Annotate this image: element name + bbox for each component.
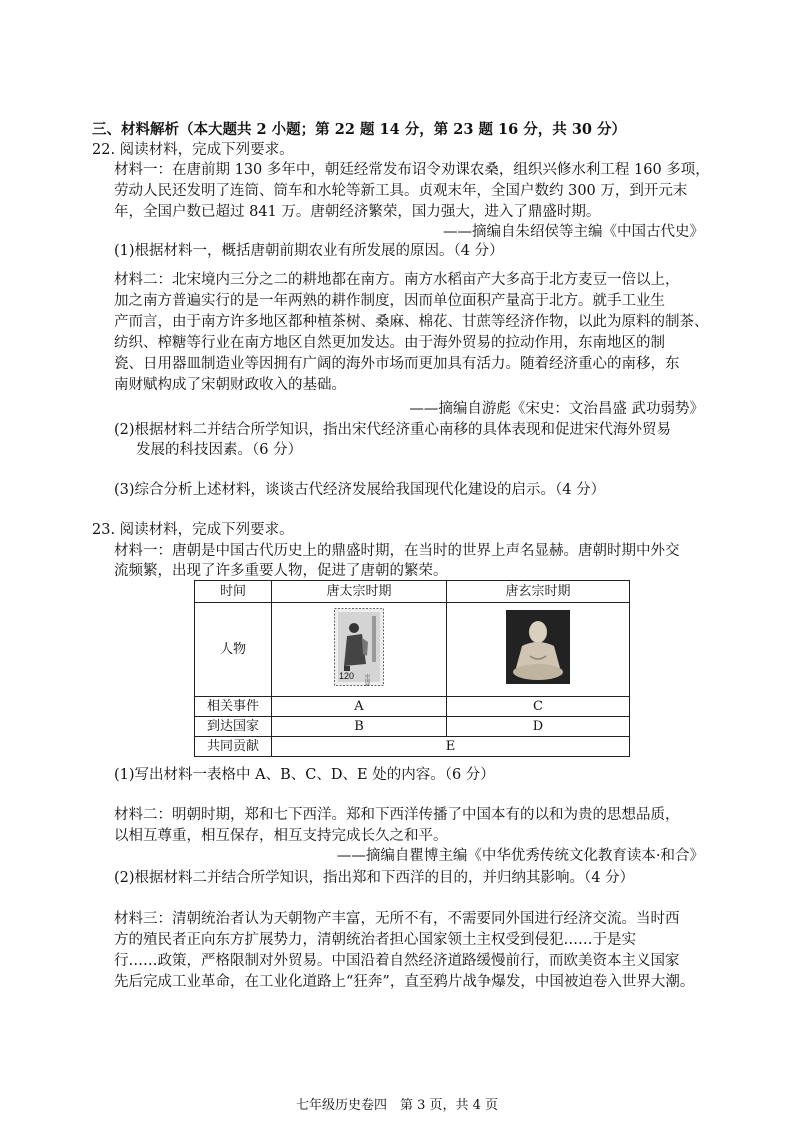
q22-m1-line-3: 年，全国户数已超过 841 万。唐朝经济繁荣，国力强大，进入了鼎盛时期。: [114, 204, 601, 220]
q22-sub1: (1)根据材料一，概括唐朝前期农业有所发展的原因。（4 分）: [114, 243, 504, 259]
q23-intro: 23. 阅读材料，完成下列要求。: [92, 522, 294, 538]
table-cell-xuanzong-image: [447, 603, 630, 697]
q23-m2-line-2: 以相互尊重，相互保存，相互支持完成长久之和平。: [114, 828, 448, 844]
table-cell-c: C: [447, 697, 630, 717]
section-header: 三、材料解析（本大题共 2 小题；第 22 题 14 分，第 23 题 16 分，共 30 分）: [92, 121, 627, 138]
table-row-person-label: 人物: [195, 603, 272, 697]
table-header-time: 时间: [195, 581, 272, 603]
q23-m3-line-2: 方的殖民者正向东方扩展势力，清朝统治者担心国家领土主权受到侵犯……于是实: [114, 932, 636, 948]
q23-m3-line-1: 材料三：清朝统治者认为天朝物产丰富，无所不有，不需要同外国进行经济交流。当时西: [114, 911, 680, 927]
q22-m2-source: ——摘编自游彪《宋史：文治昌盛 武功弱势》: [409, 401, 704, 417]
q23-m1-line-2: 流频繁，出现了许多重要人物，促进了唐朝的繁荣。: [114, 563, 448, 579]
q22-m1-source: ——摘编自朱绍侯等主编《中国古代史》: [443, 224, 704, 240]
table-row-country-label: 到达国家: [195, 717, 272, 737]
table-header-taizong: 唐太宗时期: [272, 581, 447, 603]
stamp-image: [334, 608, 384, 691]
q23-m1-line-1: 材料一：唐朝是中国古代历史上的鼎盛时期，在当时的世界上声名显赫。唐朝时期中外交: [114, 543, 680, 559]
table-cell-taizong-image: [272, 603, 447, 697]
table-row-event-label: 相关事件: [195, 697, 272, 717]
q23-m2-line-1: 材料二：明朝时期，郑和七下西洋。郑和下西洋传播了中国本有的以和为贵的思想品质，: [114, 807, 680, 823]
table-cell-e: E: [272, 737, 630, 757]
statue-image: [506, 610, 570, 689]
q22-m2-line-2: 加之南方普遍实行的是一年两熟的耕作制度，因而单位面积产量高于北方。就手工业生: [114, 293, 665, 309]
q22-intro: 22. 阅读材料，完成下列要求。: [92, 142, 294, 158]
table-cell-a: A: [272, 697, 447, 717]
q22-sub2-line-1: (2)根据材料二并结合所学知识，指出宋代经济重心南移的具体表现和促进宋代海外贸易: [114, 422, 672, 438]
history-figures-table: [194, 580, 630, 757]
stamp-denomination: 120: [339, 671, 355, 681]
q22-m2-line-6: 南财赋构成了宋朝财政收入的基础。: [114, 377, 346, 393]
page-footer: 七年级历史卷四 第 3 页，共 4 页: [295, 1098, 499, 1113]
q23-m3-line-4: 先后完成工业革命，在工业化道路上“狂奔”，直至鸦片战争爆发，中国被迫卷入世界大潮。: [114, 974, 695, 990]
q23-sub2: (2)根据材料二并结合所学知识，指出郑和下西洋的目的，并归纳其影响。（4 分）: [114, 870, 635, 886]
stamp-side-text: 中国邮政: [364, 674, 370, 686]
q23-m3-line-3: 行……政策，严格限制对外贸易。中国沿着自然经济道路缓慢前行，而欧美资本主义国家: [114, 953, 680, 969]
q22-m2-line-1: 材料二：北宋境内三分之二的耕地都在南方。南方水稻亩产大多高于北方麦豆一倍以上，: [114, 272, 680, 288]
q23-m2-source: ——摘编自瞿博主编《中华优秀传统文化教育读本·和合》: [336, 848, 704, 864]
table-cell-b: B: [272, 717, 447, 737]
q23-sub1: (1)写出材料一表格中 A、B、C、D、E 处的内容。（6 分）: [114, 767, 495, 783]
q22-m1-line-1: 材料一：在唐前期 130 多年中，朝廷经常发布诏令劝课农桑，组织兴修水利工程 160 多项，: [114, 162, 710, 178]
table-row-contrib-label: 共同贡献: [195, 737, 272, 757]
q22-m1-line-2: 劳动人民还发明了连筒、筒车和水轮等新工具。贞观末年，全国户数约 300 万，到开元末: [114, 183, 688, 199]
q22-sub2-line-2: 发展的科技因素。（6 分）: [136, 442, 303, 458]
q22-sub3: (3)综合分析上述材料，谈谈古代经济发展给我国现代化建设的启示。（4 分）: [114, 482, 606, 498]
table-header-xuanzong: 唐玄宗时期: [447, 581, 630, 603]
table-cell-d: D: [447, 717, 630, 737]
q22-m2-line-4: 纺织、榨糖等行业在南方地区自然更加发达。由于海外贸易的拉动作用，东南地区的制: [114, 335, 665, 351]
q22-m2-line-5: 瓷、日用器皿制造业等因拥有广阔的海外市场而更加具有活力。随着经济重心的南移，东: [114, 356, 680, 372]
q22-m2-line-3: 产而言，由于南方许多地区都种植茶树、桑麻、棉花、甘蔗等经济作物，以此为原料的制茶、: [114, 314, 709, 330]
